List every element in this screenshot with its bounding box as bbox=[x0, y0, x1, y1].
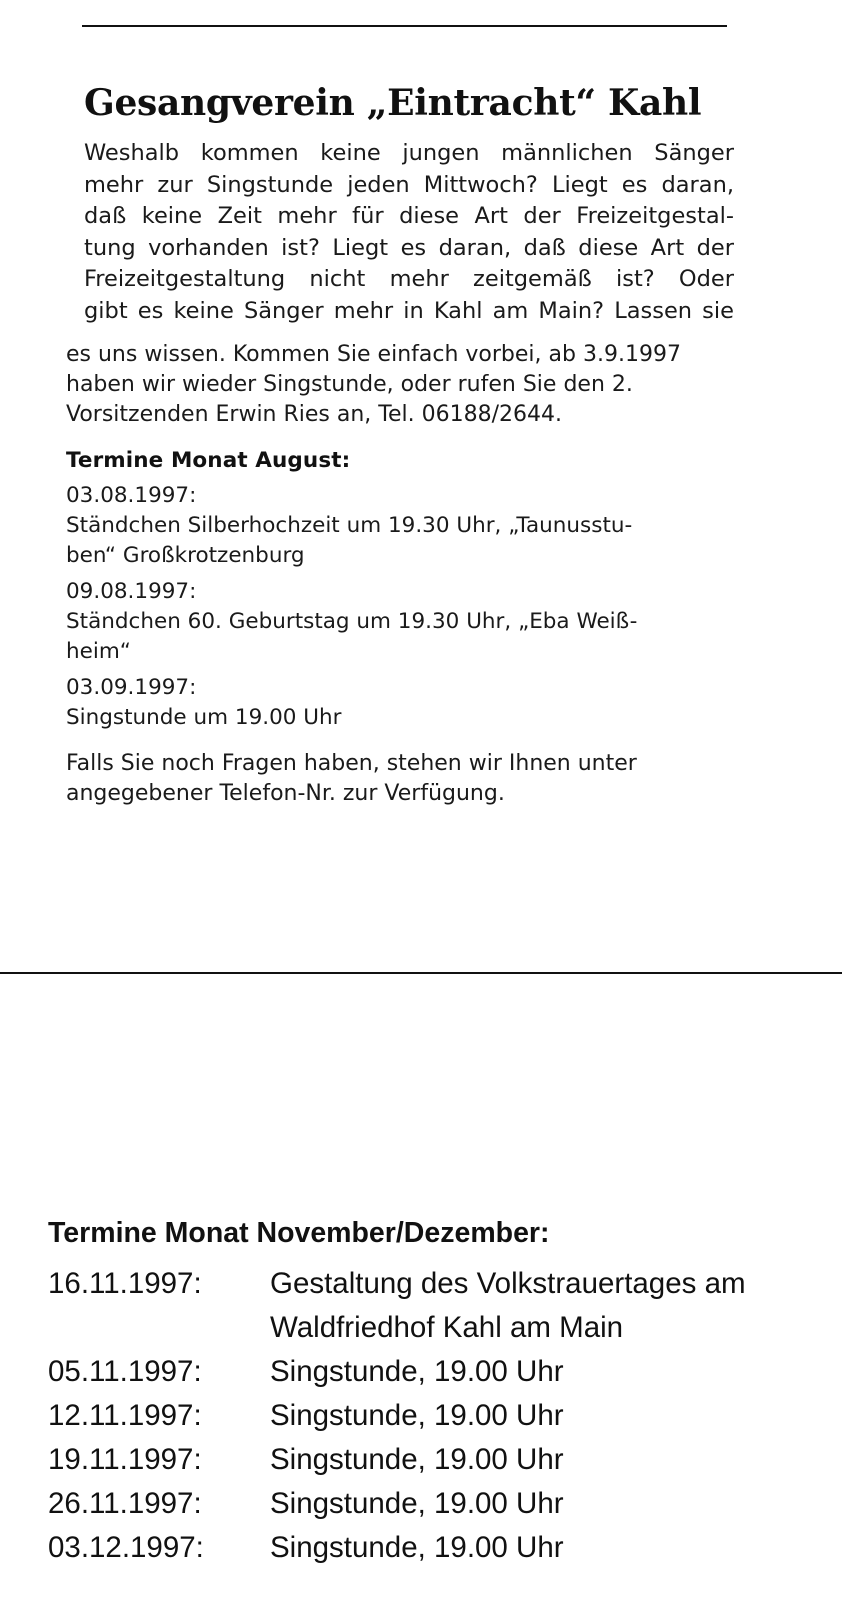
event-date: 03.09.1997: bbox=[66, 675, 197, 700]
schedule-text-line: Waldfriedhof Kahl am Main bbox=[270, 1311, 624, 1344]
schedule-date: 05.11.1997: bbox=[48, 1355, 202, 1388]
closing-line: angegebener Telefon-Nr. zur Verfügung. bbox=[66, 781, 505, 806]
intro-line: daß keine Zeit mehr für diese Art der Freizeitgestal- bbox=[84, 203, 734, 229]
intro-paragraph bbox=[84, 138, 734, 327]
event-text: Ständchen 60. Geburtstag um 19.30 Uhr, „Eba Weiß- bbox=[66, 609, 638, 634]
schedule-date: 19.11.1997: bbox=[48, 1443, 202, 1476]
section-divider bbox=[0, 972, 842, 974]
event-item bbox=[66, 673, 746, 733]
intro-line: tung vorhanden ist? Liegt es daran, daß diese Art der bbox=[84, 234, 734, 261]
schedule-row bbox=[48, 1350, 842, 1394]
intro-line: gibt es keine Sänger mehr in Kahl am Main? Lassen sie bbox=[84, 297, 734, 324]
top-divider bbox=[82, 25, 727, 27]
august-heading: Termine Monat August: bbox=[66, 448, 351, 473]
closing-line: Falls Sie noch Fragen haben, stehen wir Ihnen unter bbox=[66, 751, 637, 776]
schedule-text bbox=[270, 1262, 842, 1350]
event-date: 03.08.1997: bbox=[66, 483, 197, 508]
schedule-text: Singstunde, 19.00 Uhr bbox=[270, 1487, 564, 1520]
schedule-text: Singstunde, 19.00 Uhr bbox=[270, 1399, 564, 1432]
schedule-date: 12.11.1997: bbox=[48, 1399, 202, 1432]
august-events bbox=[66, 481, 746, 739]
continuation-line: haben wir wieder Singstunde, oder rufen Sie den 2. bbox=[66, 372, 633, 397]
schedule-text: Singstunde, 19.00 Uhr bbox=[270, 1443, 564, 1476]
event-text: heim“ bbox=[66, 639, 131, 664]
continuation-line: Vorsitzenden Erwin Ries an, Tel. 06188/2644. bbox=[66, 402, 563, 427]
event-date: 09.08.1997: bbox=[66, 579, 197, 604]
schedule-row bbox=[48, 1394, 842, 1438]
schedule-row bbox=[48, 1438, 842, 1482]
event-item bbox=[66, 577, 746, 667]
event-item bbox=[66, 481, 746, 571]
schedule-text: Singstunde, 19.00 Uhr bbox=[270, 1355, 564, 1388]
page-title: Gesangverein „Eintracht“ Kahl bbox=[84, 82, 702, 124]
event-text: Singstunde um 19.00 Uhr bbox=[66, 705, 342, 730]
schedule-date: 26.11.1997: bbox=[48, 1487, 202, 1520]
schedule-text-line: Gestaltung des Volkstrauertages am bbox=[270, 1267, 746, 1300]
intro-line: Freizeitgestaltung nicht mehr zeitgemäß ist? Oder bbox=[84, 266, 734, 292]
schedule-date: 16.11.1997: bbox=[48, 1267, 202, 1300]
november-schedule bbox=[48, 1262, 842, 1570]
schedule-date: 03.12.1997: bbox=[48, 1531, 204, 1564]
continuation-line: es uns wissen. Kommen Sie einfach vorbei, ab 3.9.1997 bbox=[66, 342, 681, 367]
event-text: ben“ Großkrotzenburg bbox=[66, 543, 305, 568]
intro-line: mehr zur Singstunde jeden Mittwoch? Liegt es daran, bbox=[84, 171, 734, 198]
schedule-row bbox=[48, 1482, 842, 1526]
november-heading: Termine Monat November/Dezember: bbox=[48, 1217, 550, 1249]
event-text: Ständchen Silberhochzeit um 19.30 Uhr, „Taunusstu- bbox=[66, 513, 633, 538]
intro-continuation bbox=[66, 340, 726, 430]
closing-paragraph bbox=[66, 749, 766, 809]
intro-line: Weshalb kommen keine jungen männlichen Sänger bbox=[84, 140, 734, 166]
schedule-text: Singstunde, 19.00 Uhr bbox=[270, 1531, 564, 1564]
schedule-row bbox=[48, 1526, 842, 1570]
schedule-row bbox=[48, 1262, 842, 1350]
